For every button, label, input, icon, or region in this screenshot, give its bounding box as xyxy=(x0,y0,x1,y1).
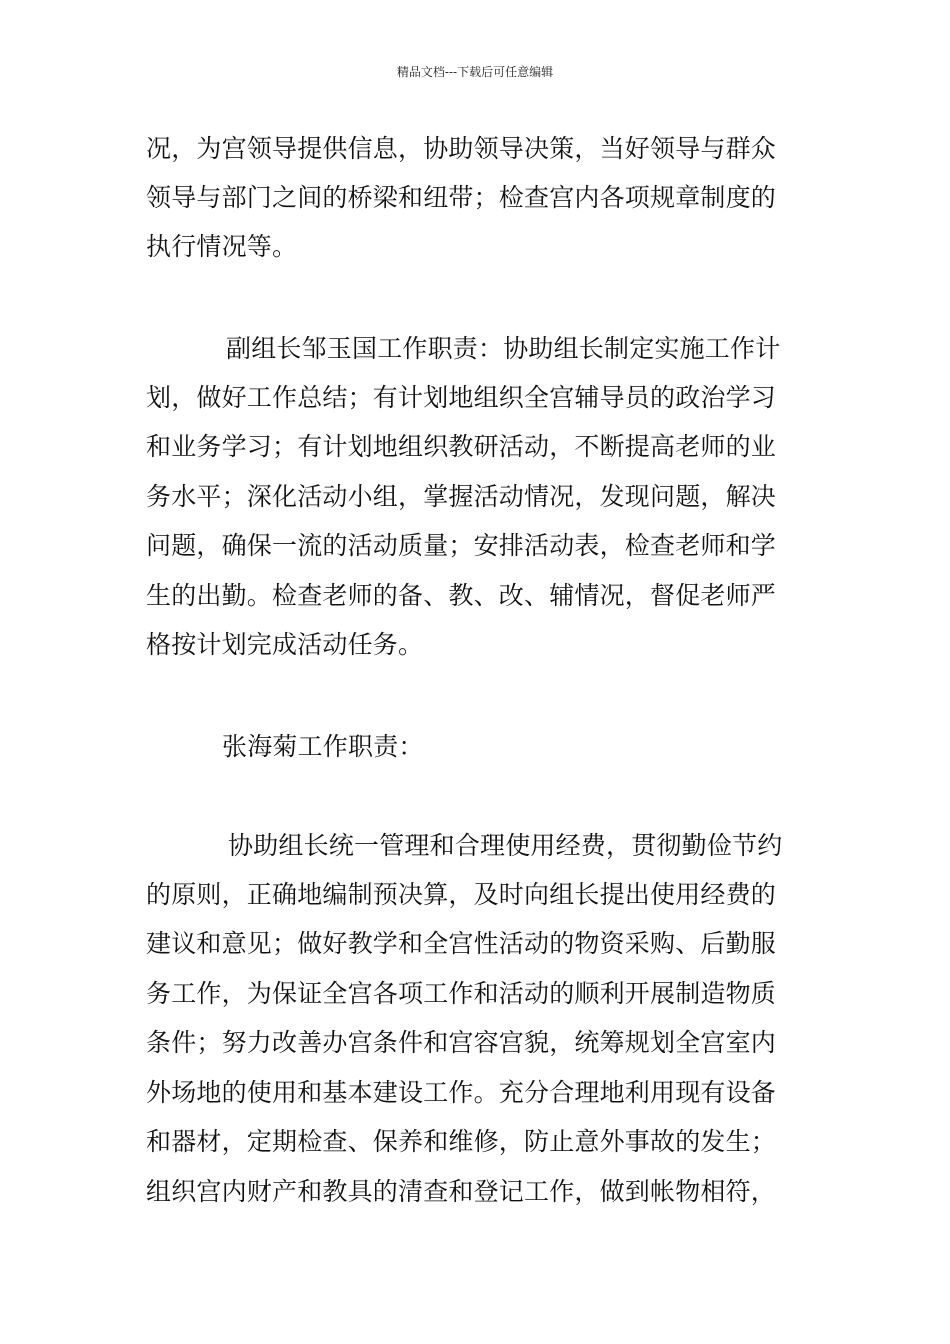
text-line: 况，为宫领导提供信息，协助领导决策，当好领导与群众 xyxy=(146,134,777,163)
text-line: 外场地的使用和基本建设工作。充分合理地利用现有设备 xyxy=(146,1078,777,1107)
text-line: 和业务学习；有计划地组织教研活动，不断提高老师的业 xyxy=(146,432,777,461)
text-line: 的原则，正确地编制预决算，及时向组长提出使用经费的 xyxy=(146,880,777,909)
text-line: 执行情况等。 xyxy=(146,232,298,261)
text-line: 领导与部门之间的桥梁和纽带；检查宫内各项规章制度的 xyxy=(146,183,777,212)
text-line: 划，做好工作总结；有计划地组织全宫辅导员的政治学习 xyxy=(146,383,777,412)
text-line: 建议和意见；做好教学和全宫性活动的物资采购、后勤服 xyxy=(146,929,777,958)
text-line: 格按计划完成活动任务。 xyxy=(146,630,424,659)
text-line: 张海菊工作职责： xyxy=(222,732,424,761)
text-line: 问题，确保一流的活动质量；安排活动表，检查老师和学 xyxy=(146,531,777,560)
text-line: 生的出勤。检查老师的备、教、改、辅情况，督促老师严 xyxy=(146,581,777,610)
text-line: 协助组长统一管理和合理使用经费，贯彻勤俭节约 xyxy=(228,831,783,860)
text-line: 条件；努力改善办宫条件和宫容宫貌，统筹规划全宫室内 xyxy=(146,1028,777,1057)
text-line: 务工作，为保证全宫各项工作和活动的顺利开展制造物质 xyxy=(146,979,777,1008)
text-line: 组织宫内财产和教具的清查和登记工作，做到帐物相符， xyxy=(146,1177,777,1206)
text-line: 和器材，定期检查、保养和维修，防止意外事故的发生； xyxy=(146,1127,777,1156)
text-line: 务水平；深化活动小组，掌握活动情况，发现问题，解决 xyxy=(146,482,777,511)
text-line: 副组长邹玉国工作职责：协助组长制定实施工作计 xyxy=(226,334,781,363)
page-header: 精品文档---下载后可任意编辑 xyxy=(396,65,554,79)
